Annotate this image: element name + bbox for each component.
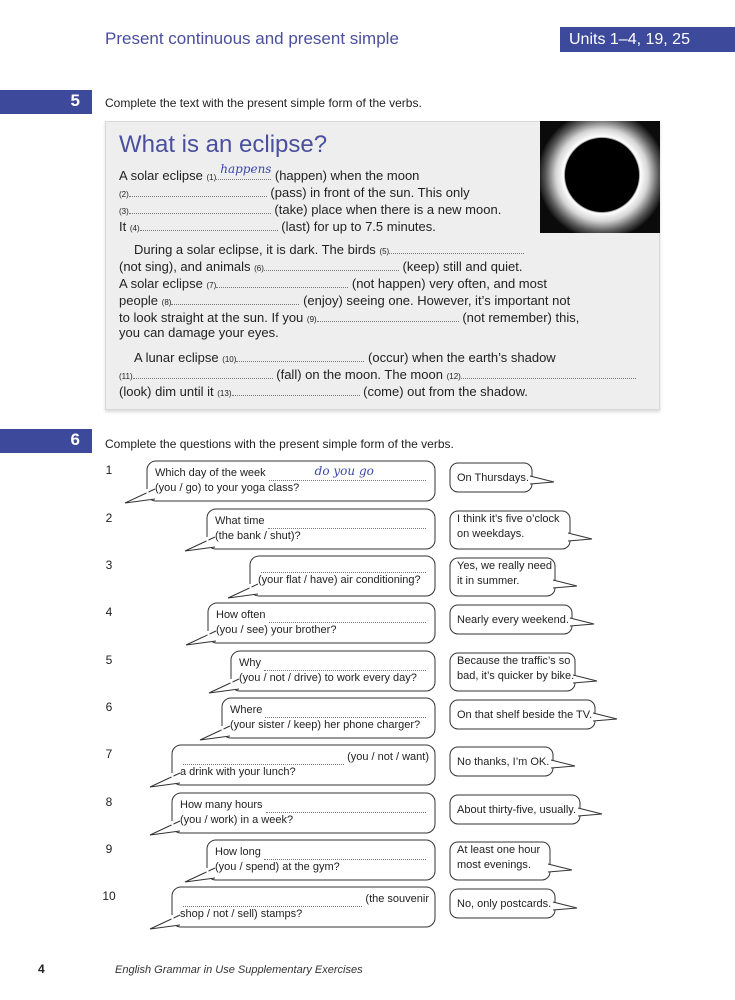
text-segment: (not sing), and animals <box>119 259 251 274</box>
answer-blank[interactable] <box>268 517 426 529</box>
answer-blank[interactable] <box>183 753 344 765</box>
gap-number: (9) <box>306 315 317 324</box>
answer-text <box>457 843 540 873</box>
answer-line: I think it’s five o’clock <box>457 513 560 525</box>
question-text <box>180 798 429 828</box>
text-segment: (not happen) very often, and most <box>351 276 547 291</box>
answer-text <box>457 755 549 770</box>
answer-line: Nearly every weekend. <box>457 614 569 626</box>
answer-line: Yes, we really need <box>457 560 552 572</box>
eclipse-photo <box>540 121 660 233</box>
exercise-6-number-bar <box>0 429 92 453</box>
question-text <box>258 561 429 588</box>
question-part: Which day of the week <box>155 467 266 479</box>
question-part: Where <box>230 704 263 716</box>
text-segment: (enjoy) seeing one. However, it’s important not <box>303 293 571 308</box>
answer-text <box>457 559 552 589</box>
question-part: (your sister / keep) her phone charger? <box>230 719 421 731</box>
answer-blank[interactable] <box>140 217 278 231</box>
text-segment: (fall) on the moon. The moon <box>276 367 443 382</box>
question-text <box>180 892 429 922</box>
gap-number: (7) <box>206 281 217 290</box>
eclipse-text-line <box>119 274 547 291</box>
answer-blank[interactable] <box>269 464 426 481</box>
answer-blank[interactable] <box>171 291 299 305</box>
question-part: (you / spend) at the gym? <box>215 861 340 873</box>
exercise-6-instruction: Complete the questions with the present simple form of the verbs. <box>105 437 454 451</box>
answer-blank[interactable] <box>129 200 271 214</box>
text-segment: to look straight at the sun. If you <box>119 310 304 325</box>
question-part: (you / not / drive) to work every day? <box>239 672 417 684</box>
answer-blank[interactable] <box>264 257 399 271</box>
answer-blank[interactable] <box>183 895 362 907</box>
question-text <box>215 845 429 875</box>
exercise-5-number-bar <box>0 90 92 114</box>
question-number: 3 <box>105 558 113 572</box>
question-text <box>180 750 429 780</box>
question-part: (your flat / have) air conditioning? <box>258 574 421 586</box>
answer-text <box>457 897 551 912</box>
question-part: shop / not / sell) stamps? <box>180 908 303 920</box>
answer-line: On Thursdays. <box>457 472 529 484</box>
gap-number: (1) <box>206 173 217 182</box>
text-segment: (keep) still and quiet. <box>402 259 523 274</box>
answer-line: About thirty-five, usually. <box>457 804 577 816</box>
question-number: 8 <box>105 795 113 809</box>
answer-blank[interactable] <box>261 561 426 573</box>
exercise-number: 6 <box>70 430 80 449</box>
answer-line: most evenings. <box>457 859 531 871</box>
answer-line: No, only postcards. <box>457 898 552 910</box>
eclipse-text-line <box>119 257 523 274</box>
question-number: 9 <box>105 842 113 856</box>
eclipse-text-line <box>119 183 470 200</box>
page-number: 4 <box>38 962 45 976</box>
text-segment: (occur) when the earth’s shadow <box>368 350 556 365</box>
question-part: (the bank / shut)? <box>215 530 301 542</box>
eclipse-heading: What is an eclipse? <box>119 131 328 158</box>
answer-blank[interactable] <box>264 659 426 671</box>
text-segment: (look) dim until it <box>119 384 214 399</box>
answer-text <box>457 708 592 723</box>
question-part: (you / see) your brother? <box>216 624 337 636</box>
eclipse-text-line <box>134 348 556 365</box>
question-part: How long <box>215 846 261 858</box>
book-title: English Grammar in Use Supplementary Exercises <box>115 964 363 976</box>
question-part: (you / work) in a week? <box>180 814 294 826</box>
answer-blank[interactable] <box>269 611 426 623</box>
answer-blank[interactable] <box>389 240 524 254</box>
eclipse-text-line <box>134 240 524 257</box>
answer-blank[interactable] <box>236 348 364 362</box>
handwritten-answer: happens <box>220 162 272 176</box>
question-number: 4 <box>105 605 113 619</box>
gap-number: (13) <box>217 389 232 398</box>
exercise-5-instruction: Complete the text with the present simple form of the verbs. <box>105 96 422 110</box>
text-segment: A solar eclipse <box>119 276 203 291</box>
units-tab: Units 1–4, 19, 25 <box>560 27 735 52</box>
gap-number: (3) <box>119 207 129 216</box>
eclipse-text-line <box>119 325 279 340</box>
text-segment: (take) place when there is a new moon. <box>274 202 502 217</box>
text-segment: you can damage your eyes. <box>119 325 279 340</box>
gap-number: (11) <box>119 372 133 381</box>
question-number: 1 <box>105 463 113 477</box>
page-title: Present continuous and present simple <box>105 29 399 48</box>
text-segment: (last) for up to 7.5 minutes. <box>281 219 436 234</box>
question-number: 2 <box>105 511 113 525</box>
question-part: Why <box>239 657 261 669</box>
answer-blank[interactable] <box>264 848 426 860</box>
exercise-number: 5 <box>70 91 80 110</box>
text-segment: During a solar eclipse, it is dark. The birds <box>134 242 376 257</box>
text-segment: (pass) in front of the sun. This only <box>270 185 470 200</box>
answer-blank[interactable] <box>232 382 360 396</box>
text-segment: (come) out from the shadow. <box>363 384 528 399</box>
text-segment: (not remember) this, <box>462 310 580 325</box>
answer-text <box>457 803 576 818</box>
eclipse-text-line <box>119 308 579 325</box>
answer-line: No thanks, I’m OK. <box>457 756 550 768</box>
text-segment: A solar eclipse <box>119 168 203 183</box>
text-segment: It <box>119 219 127 234</box>
gap-number: (4) <box>129 224 140 233</box>
question-number: 7 <box>105 747 113 761</box>
question-part: What time <box>215 515 265 527</box>
eclipse-text-line <box>119 162 420 183</box>
text-segment: A lunar eclipse <box>134 350 219 365</box>
eclipse-text-line <box>119 365 636 382</box>
answer-line: it in summer. <box>457 575 520 587</box>
eclipse-text-line <box>119 200 501 217</box>
answer-blank[interactable] <box>266 801 426 813</box>
answer-line: on weekdays. <box>457 528 525 540</box>
eclipse-text-line <box>119 291 570 308</box>
answer-line: At least one hour <box>457 844 541 856</box>
question-text <box>155 466 429 496</box>
answer-line: Because the traffic’s so <box>457 655 571 667</box>
answer-blank[interactable] <box>216 162 272 180</box>
eclipse-text-line <box>119 382 528 399</box>
question-part: How often <box>216 609 266 621</box>
answer-blank[interactable] <box>133 365 273 379</box>
text-segment: (happen) when the moon <box>274 168 420 183</box>
question-part: (you / not / want) <box>347 751 429 763</box>
answer-blank[interactable] <box>216 274 348 288</box>
question-text <box>230 703 429 733</box>
answer-text <box>457 654 574 684</box>
gap-number: (6) <box>254 264 264 273</box>
question-number: 10 <box>102 889 116 903</box>
answer-line: bad, it’s quicker by bike. <box>457 670 575 682</box>
eclipse-text-line <box>119 217 436 234</box>
answer-blank[interactable] <box>129 183 267 197</box>
question-part: (you / go) to your yoga class? <box>155 482 300 494</box>
answer-line: On that shelf beside the TV. <box>457 709 593 721</box>
answer-blank[interactable] <box>317 308 459 322</box>
question-text <box>215 514 429 544</box>
answer-text <box>457 512 560 542</box>
gap-number: (12) <box>446 372 461 381</box>
gap-number: (2) <box>119 190 129 199</box>
question-number: 6 <box>105 700 113 714</box>
gap-number: (5) <box>379 247 390 256</box>
question-part: How many hours <box>180 799 263 811</box>
answer-text <box>457 613 569 628</box>
question-text <box>216 608 429 638</box>
question-text <box>239 656 429 686</box>
answer-blank[interactable] <box>265 706 426 718</box>
question-part: a drink with your lunch? <box>180 766 296 778</box>
question-part: (the souvenir <box>365 893 429 905</box>
answer-blank[interactable] <box>461 365 636 379</box>
gap-number: (8) <box>161 298 172 307</box>
answer-text <box>457 471 529 486</box>
handwritten-answer: do you go <box>314 464 374 478</box>
gap-number: (10) <box>222 355 237 364</box>
question-number: 5 <box>105 653 113 667</box>
text-segment: people <box>119 293 159 308</box>
